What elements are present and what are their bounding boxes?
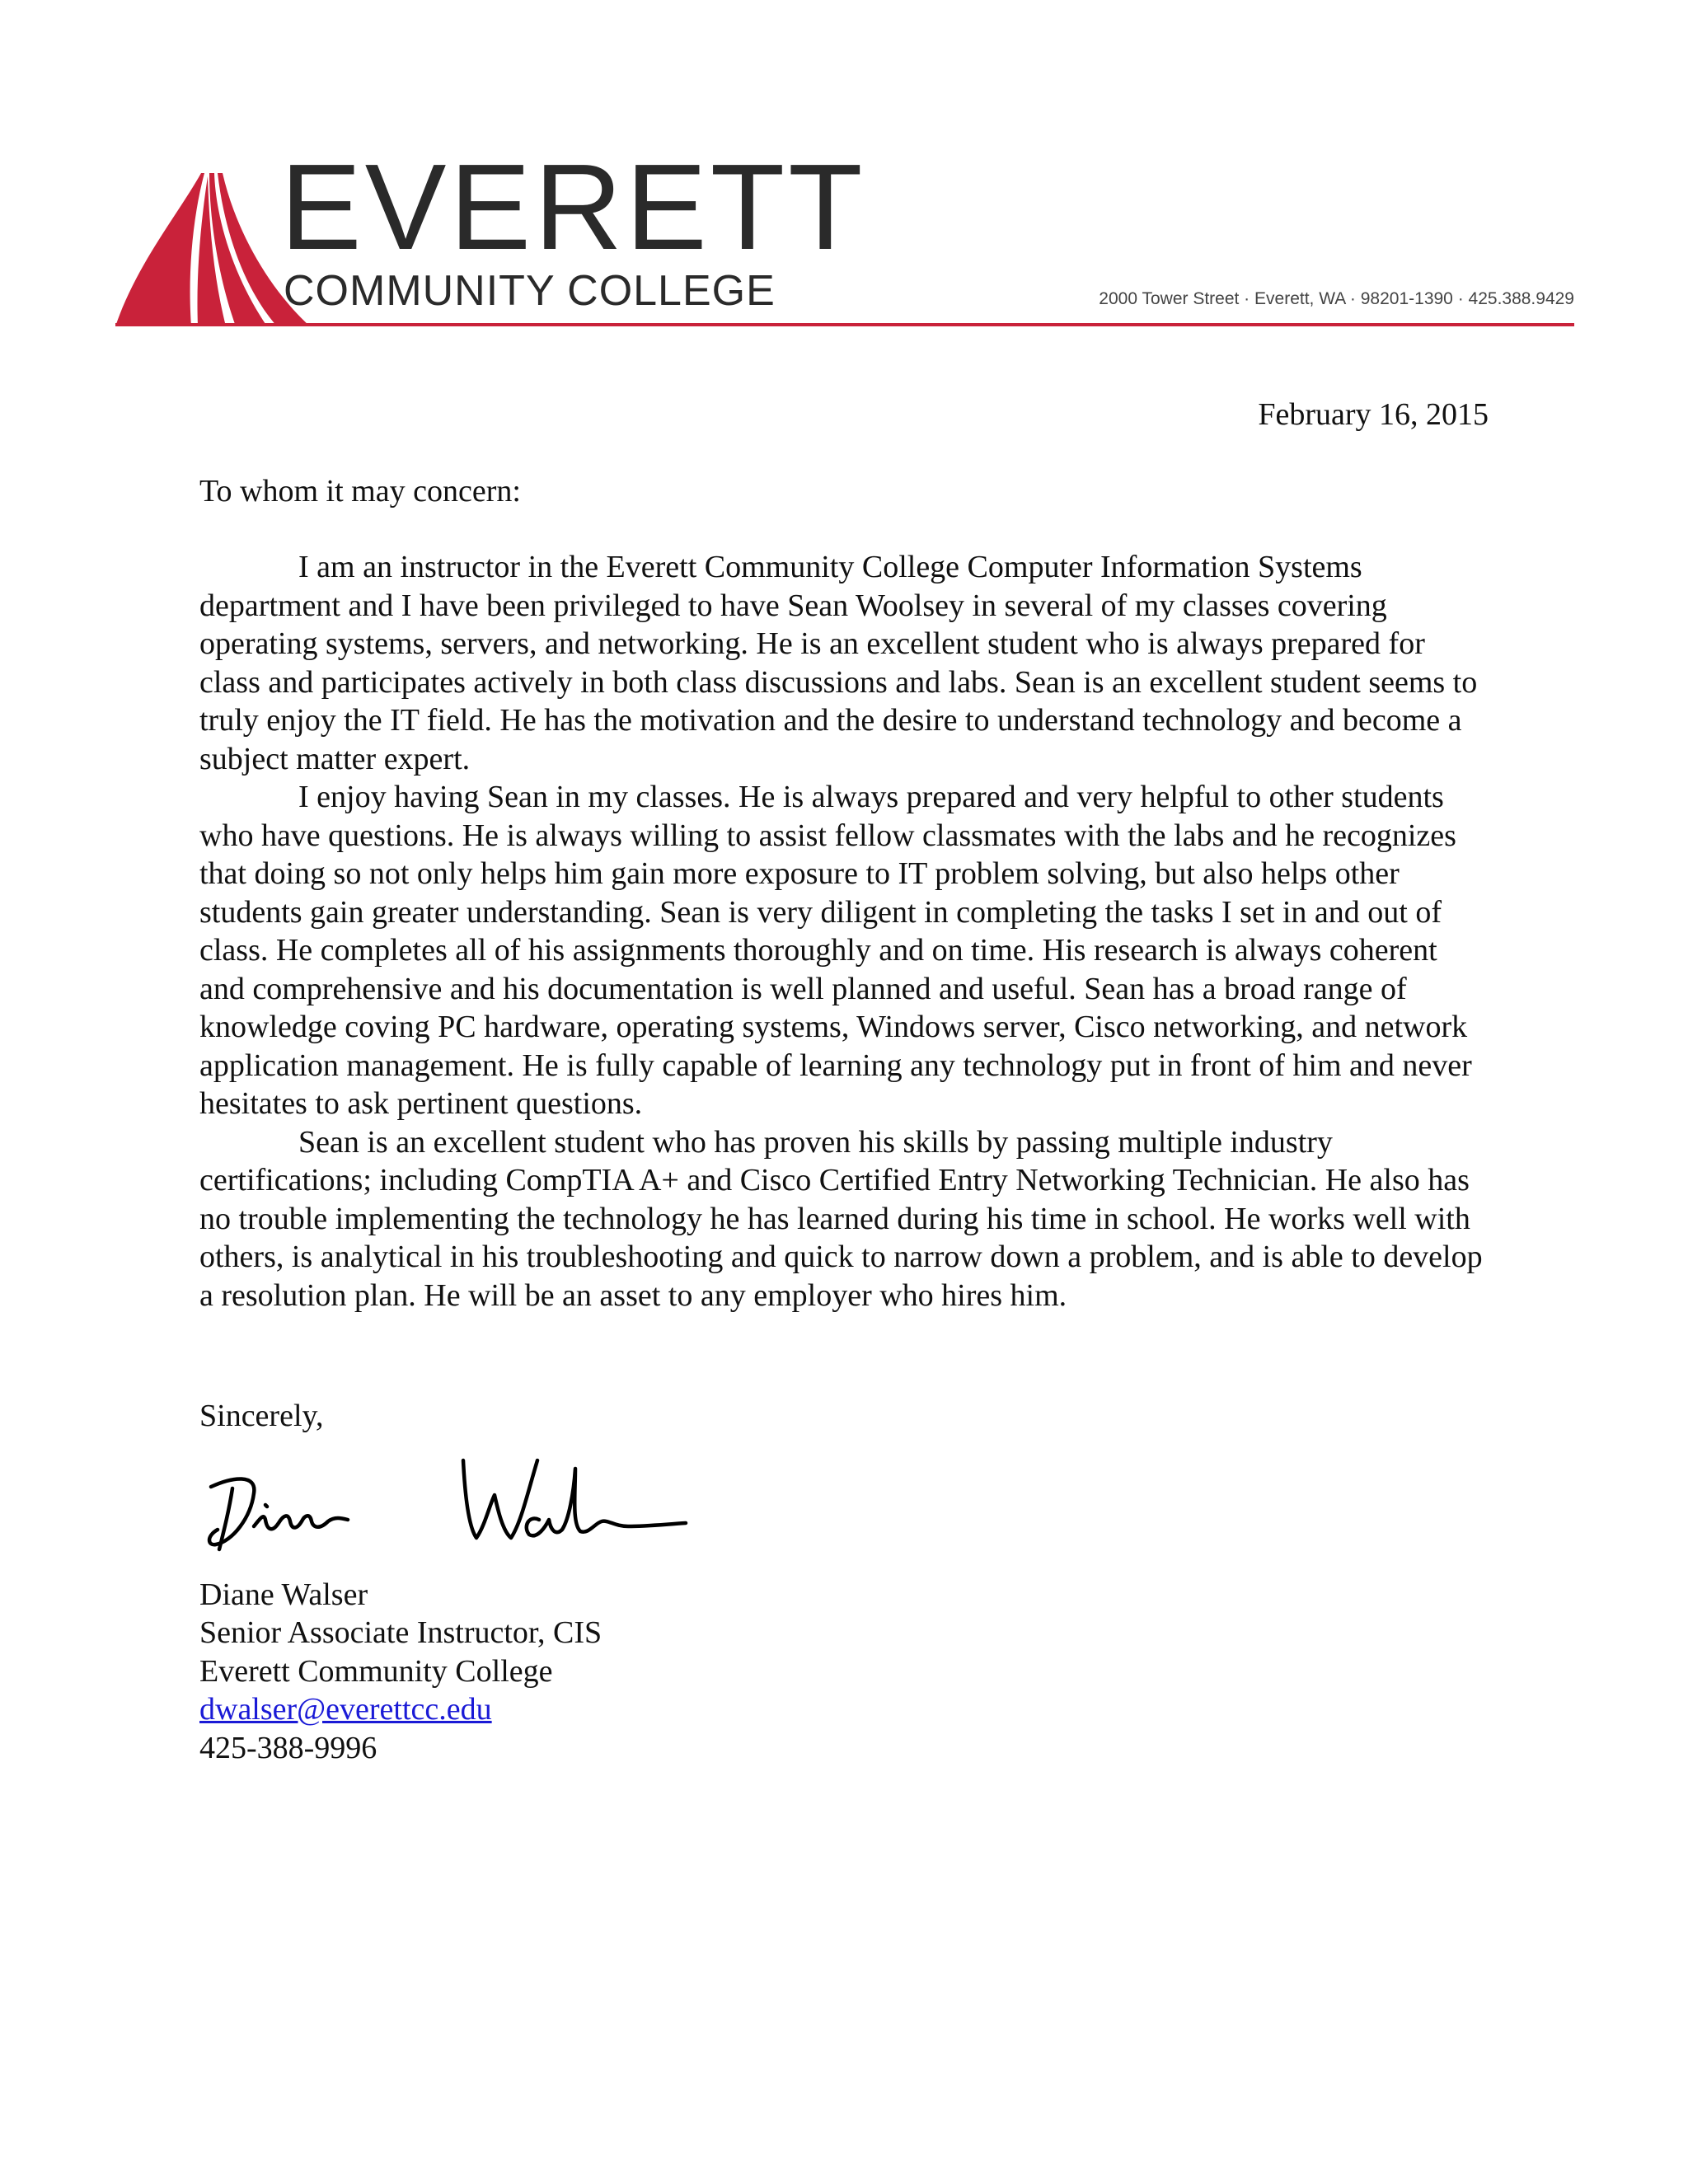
paragraph-1: I am an instructor in the Everett Community College Computer Information Systems department and I have been privileged to have Sean Woolsey in several of my classes covering operating systems, servers, and networking. He is an excellent student who is always prepared for class and participates actively in both class discussions and labs. Sean is an excellent student seems to truly enjoy the IT field. He has the motivation and the desire to understand technology and become a subject matter expert. xyxy=(199,550,1478,776)
signer-title: Senior Associate Instructor, CIS xyxy=(199,1615,603,1650)
header-divider xyxy=(115,323,1574,326)
signature-image xyxy=(199,1444,809,1568)
signer-email-link[interactable]: dwalser@everettcc.edu xyxy=(199,1692,492,1727)
signer-name: Diane Walser xyxy=(199,1577,368,1612)
salutation: To whom it may concern: xyxy=(199,473,521,509)
signer-organization: Everett Community College xyxy=(199,1653,553,1689)
college-address: 2000 Tower Street · Everett, WA · 98201-1390 · 425.388.9429 xyxy=(1099,289,1574,308)
letter-date: February 16, 2015 xyxy=(1258,397,1489,432)
brand-name: EVERETT xyxy=(280,139,866,275)
letterhead xyxy=(0,0,1688,346)
signer-phone: 425-388-9996 xyxy=(199,1730,377,1765)
closing: Sincerely, xyxy=(199,1399,324,1433)
letter-body xyxy=(199,387,1489,1767)
paragraph-3: Sean is an excellent student who has proven his skills by passing multiple industry certifications; including CompTIA A+ and Cisco Certified Entry Networking Technician. He also has no trouble implementing the technology he has learned during his time in school. He works well with others, is analytical in his troubleshooting and quick to narrow down a problem, and is able to develop a resolution plan. He will be an asset to any employer who hires him. xyxy=(199,1124,1483,1313)
signer-block xyxy=(199,1576,1489,1768)
brand-subtitle: COMMUNITY COLLEGE xyxy=(284,267,776,315)
paragraph-2: I enjoy having Sean in my classes. He is always prepared and very helpful to other students who have questions. He is always willing to assist fellow classmates with the labs and he recognizes that doing so not only helps him gain more exposure to IT problem solving, but also helps other students gain greater understanding. Sean is very diligent in completing the tasks I set in and out of class. He completes all of his assignments thoroughly and on time. His research is always coherent and comprehensive and his documentation is well planned and useful. Sean has a broad range of knowledge coving PC hardware, operating systems, Windows server, Cisco networking, and network application management. He is fully capable of learning any technology put in front of him and never hesitates to ask pertinent questions. xyxy=(199,780,1472,1121)
